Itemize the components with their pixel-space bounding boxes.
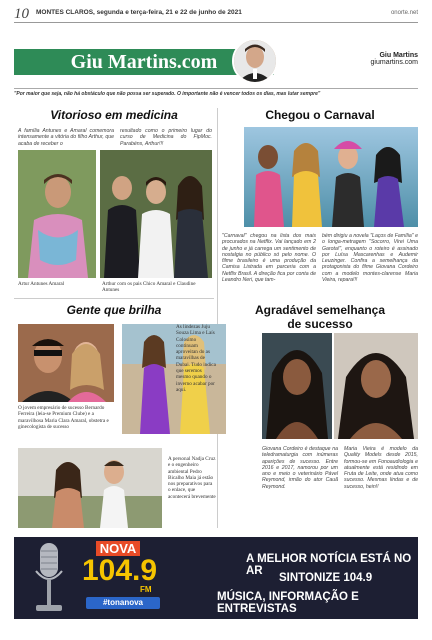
author-info [371,52,418,66]
caption-bernardo-maria: O jovem empresário de sucesso Bernardo Ferreira (leia-se Premium Clube) e a maravilhosa Maria Clara Amaral, obstetra e ginecologista de sucesso [18,405,109,430]
photo-nadja-pedro [18,448,162,528]
ad-line-1: A MELHOR NOTÍCIA ESTÁ NO AR [246,553,412,577]
frequency-label: 104.9 [82,554,158,587]
author-name: Giu Martins [379,52,418,59]
hashtag-label: #tonanova [86,597,160,609]
photo-arthur-parents [100,150,212,278]
ad-line-3: MÚSICA, INFORMAÇÃO E ENTREVISTAS [217,591,359,615]
story3-title: Gente que brilha [66,303,162,317]
radio-advertisement[interactable] [14,537,418,619]
photo-maria-vieira [334,333,418,439]
page-number: 10 [14,6,29,22]
nova-fm-logo [82,539,162,617]
caption-artur: Artur Antunes Amaral [18,281,65,287]
story1-title: Vitorioso em medicina [50,108,178,122]
story2-title: Chegou o Carnaval [265,108,375,122]
column-quote: "Por maior que seja, não há obstáculo que não possa ser superado. O importante não é vencer todos os dias, mas lutar sempre" [14,88,418,97]
caption-juju-lais: As lindezas Juju Souza Lima e Laís Colosimo continuam aproveitan do as maravilhas de Dubai. Tudo indica que seremos mesmo quando o inverno acabar por aqui. [176,324,216,393]
fm-label: FM [140,585,152,594]
photo-giovana [262,333,332,439]
brand-label: NOVA [96,541,140,556]
story4-title [222,303,418,331]
column-divider [217,108,218,528]
story4-text-a: Giovana Cordeiro é destaque na teledramaturgia com inúmeras aparições de sucesso. Entre 2016 e 2017, namorou por um ano e meio o veterinário Pável Reymond, irmão do ator Cauã Reymond. [262,446,338,490]
story4-title-line1: Agradável semelhança [254,303,386,317]
story1-text-b: resultado como o primeiro lugar do curso de Medicina do FipMoc. Parabéns, Arthur!!! [120,128,212,147]
page-header [14,6,418,23]
author-handle[interactable]: giumartins.com [370,59,418,66]
caption-nadja-pedro: A personal Nadja Cruz e o engenheiro ambiental Pedro Bicalho Maia já estão nos preparativos para o enlace, que acontecerá brevemente [168,456,216,500]
story4-title-line2: de sucesso [287,317,353,331]
photo-artur [18,150,96,278]
story1-text-a: A família Antunes e Amaral comemora intensamente a vitória do filho Arthur, que acaba de receber o [18,128,114,147]
story2-text-a: "Carnaval" chegou na lista dos mais procurados na Netflix. Vai lançado em 2 de junho e já carrega um sentimento de nostalgia no público só pelo nome. O filme brasileiro é uma produção da Camisa Listrada em parceria com a Netflix Brasil. A direção fica por conta de Leandro Neri, que tam- [222,233,316,284]
author-avatar [232,38,278,84]
caption-arthur-parents: Arthur com os pais Chico Amaral e Claudine Antunes [102,281,196,294]
ad-line-2: SINTONIZE 104.9 [279,572,373,584]
date-line: MONTES CLAROS, segunda e terça-feira, 21 e 22 de junho de 2021 [36,9,242,16]
microphone-icon [24,541,74,617]
column-banner: Giu Martins.com [14,49,274,75]
photo-bernardo-maria [18,324,114,402]
site-link[interactable]: onorte.net [390,10,418,16]
section-divider-left [14,298,214,299]
story4-text-b: Maria Vieira é modelo da Quality Models desde 2015, formou-se em Fonoaudiologia e atualmente está residindo em Fruta de Leite, onde atua como sucesso. Mesmas lindas e de sucesso, hein!! [344,446,418,490]
photo-carnaval [244,127,418,227]
story2-text-b: bém dirigiu a novela "Laços de Família" e o longa-metragem "Socorro, Virei Uma Garota!", enquanto o roteiro é assinado por Luísa Mascarenhas e Audemir Leuzinger. Confira a semelhança da protagonista do filme Giovana Cordeiro com a modelo montes-clarense Maria Vieira, repara!!! [322,233,418,284]
